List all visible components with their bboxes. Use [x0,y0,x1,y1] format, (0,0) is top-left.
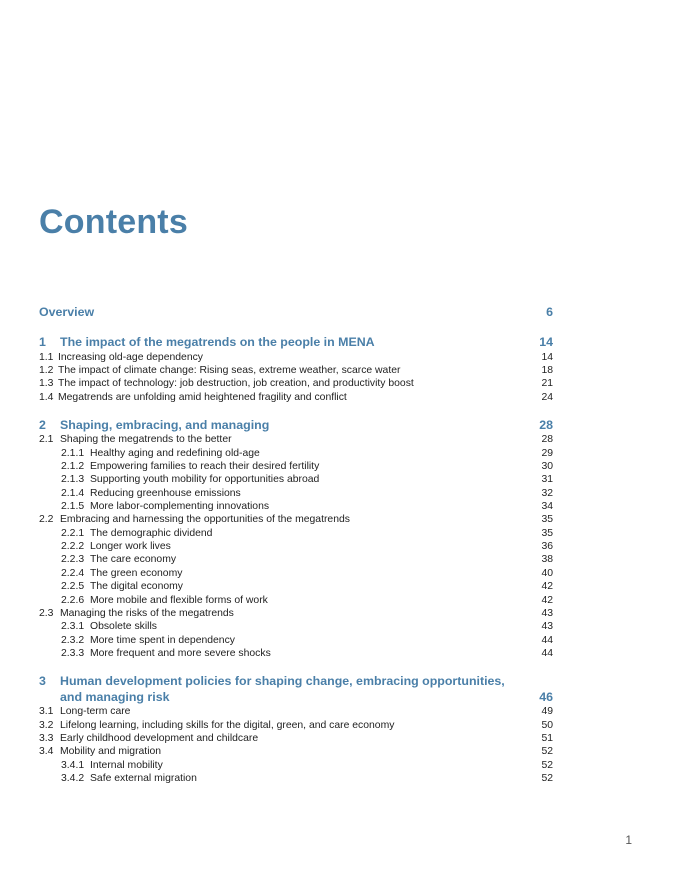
toc-item[interactable] [39,364,553,377]
toc-subitem[interactable] [39,540,553,553]
item-page: 43 [541,621,553,633]
item-page: 51 [541,732,553,744]
item-number: 1.4 [39,391,54,403]
toc-item[interactable] [39,705,553,718]
item-title: The impact of climate change: Rising seas, extreme weather, scarce water [58,364,401,376]
item-page: 35 [541,514,553,526]
toc-subitem[interactable] [39,473,553,486]
item-page: 31 [541,474,553,486]
toc-subitem[interactable] [39,759,553,772]
item-page: 42 [541,581,553,593]
item-title: Longer work lives [90,541,171,553]
toc-entry-title: Overview [39,305,95,319]
item-number: 2.2.6 [61,594,85,606]
item-number: 1.1 [39,351,54,363]
toc-subitem[interactable] [39,594,553,607]
item-page: 38 [541,554,553,566]
toc-overview-entry[interactable] [39,305,553,321]
item-number: 3.2 [39,719,54,731]
item-number: 2.3 [39,607,54,619]
toc-subitem[interactable] [39,620,553,633]
chapter-title: Shaping, embracing, and managing [60,417,270,432]
toc-item[interactable] [39,433,553,446]
toc-subitem[interactable] [39,487,553,500]
item-number: 3.4.1 [61,759,85,771]
item-number: 2.1.1 [61,447,85,459]
item-number: 2.1.2 [61,461,85,473]
item-number: 2.3.2 [61,634,85,646]
item-number: 2.2.4 [61,567,85,579]
item-title: Reducing greenhouse emissions [90,487,241,499]
item-number: 2.3.3 [61,647,85,659]
item-page: 52 [541,746,553,758]
item-title: Obsolete skills [90,621,157,633]
item-page: 50 [541,719,553,731]
item-title: The green economy [90,567,183,579]
item-page: 14 [541,351,553,363]
toc-subitem[interactable] [39,634,553,647]
toc-item[interactable] [39,607,553,620]
toc-item[interactable] [39,732,553,745]
toc-subitem[interactable] [39,567,553,580]
toc-subitem[interactable] [39,500,553,513]
item-page: 52 [541,759,553,771]
item-title: The impact of technology: job destruction, job creation, and productivity boost [58,378,414,390]
item-page: 52 [541,772,553,784]
item-page: 24 [541,391,553,403]
item-title: Empowering families to reach their desired fertility [90,461,320,473]
chapter-title-line2: and managing risk [60,689,170,704]
item-page: 21 [541,378,553,390]
item-page: 43 [541,607,553,619]
item-page: 42 [541,594,553,606]
chapter-page: 14 [539,335,553,349]
toc-entry-page: 6 [546,305,553,319]
toc-subitem[interactable] [39,527,553,540]
chapter-number: 2 [39,417,46,432]
toc-chapter-1[interactable] [39,335,553,351]
toc-subitem[interactable] [39,580,553,593]
toc-item[interactable] [39,513,553,526]
item-title: Shaping the megatrends to the better [60,434,232,446]
page-title: Contents [39,203,188,241]
item-title: Embracing and harnessing the opportunities of the megatrends [60,514,350,526]
item-page: 44 [541,647,553,659]
item-title: The digital economy [90,581,183,593]
toc-subitem[interactable] [39,772,553,785]
item-number: 2.2.1 [61,527,85,539]
item-number: 3.3 [39,732,54,744]
page-number: 1 [625,833,632,847]
item-page: 40 [541,567,553,579]
chapter-page: 46 [539,689,553,704]
item-page: 28 [541,434,553,446]
toc-item[interactable] [39,351,553,364]
item-number: 2.2.3 [61,554,85,566]
item-title: Managing the risks of the megatrends [60,607,234,619]
toc-item[interactable] [39,719,553,732]
item-number: 2.1.5 [61,501,85,513]
item-page: 49 [541,706,553,718]
item-title: Mobility and migration [60,746,162,758]
item-title: Internal mobility [90,759,163,771]
item-title: More mobile and flexible forms of work [90,594,268,606]
item-title: Megatrends are unfolding amid heightened fragility and conflict [58,391,347,403]
item-title: The care economy [90,554,177,566]
chapter-title: The impact of the megatrends on the people in MENA [60,335,375,349]
item-number: 2.2.2 [61,541,85,553]
item-title: More labor-complementing innovations [90,501,270,513]
item-number: 2.3.1 [61,621,85,633]
toc-subitem[interactable] [39,553,553,566]
item-page: 34 [541,501,553,513]
toc-subitem[interactable] [39,460,553,473]
item-number: 2.1 [39,434,54,446]
item-page: 35 [541,527,553,539]
item-page: 44 [541,634,553,646]
toc-item[interactable] [39,391,553,404]
item-page: 30 [541,461,553,473]
chapter-number: 3 [39,674,46,689]
item-page: 36 [541,541,553,553]
item-title: Long-term care [60,706,131,718]
item-title: The demographic dividend [90,527,213,539]
item-number: 3.4.2 [61,772,85,784]
toc-chapter-2[interactable] [39,418,553,434]
item-number: 2.2.5 [61,581,85,593]
chapter-number: 1 [39,335,46,349]
item-title: Healthy aging and redefining old-age [90,447,260,459]
item-title: More frequent and more severe shocks [90,647,271,659]
item-number: 2.2 [39,514,54,526]
item-number: 3.4 [39,746,54,758]
item-number: 2.1.3 [61,474,85,486]
item-title: Lifelong learning, including skills for the digital, green, and care economy [60,719,395,731]
item-page: 32 [541,487,553,499]
chapter-title-line1: Human development policies for shaping change, embracing opportunities, [60,674,505,689]
item-page: 18 [541,364,553,376]
toc-subitem[interactable] [39,447,553,460]
table-of-contents [39,305,553,785]
chapter-page: 28 [539,417,553,432]
toc-subitem[interactable] [39,647,553,660]
item-number: 1.3 [39,378,54,390]
toc-chapter-3[interactable] [39,674,553,705]
item-title: Supporting youth mobility for opportunities abroad [90,474,320,486]
toc-item[interactable] [39,745,553,758]
item-number: 1.2 [39,364,54,376]
item-page: 29 [541,447,553,459]
toc-item[interactable] [39,377,553,390]
item-number: 3.1 [39,706,54,718]
item-title: Increasing old-age dependency [58,351,203,363]
item-title: More time spent in dependency [90,634,235,646]
item-number: 2.1.4 [61,487,85,499]
item-title: Early childhood development and childcare [60,732,259,744]
item-title: Safe external migration [90,772,197,784]
